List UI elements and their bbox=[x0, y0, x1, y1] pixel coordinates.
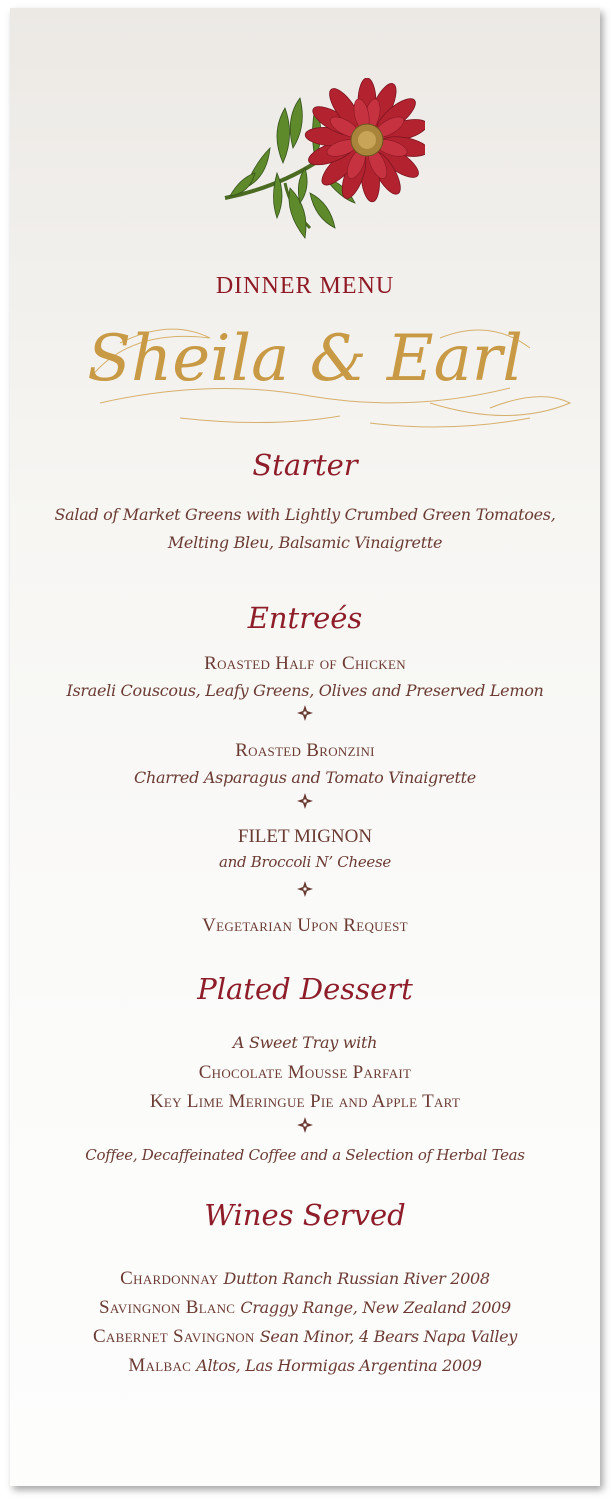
diamond-separator-icon bbox=[297, 793, 313, 809]
wine-line bbox=[10, 1355, 600, 1377]
section-title-dessert: Plated Dessert bbox=[197, 972, 413, 1006]
wine-varietal: Chardonnay bbox=[120, 1268, 219, 1289]
wine-detail: Craggy Range, New Zealand 2009 bbox=[240, 1298, 511, 1317]
section-title-starter: Starter bbox=[252, 448, 358, 482]
section-title-wines: Wines Served bbox=[204, 1198, 406, 1232]
wine-detail: Altos, Las Hormigas Argentina 2009 bbox=[196, 1356, 482, 1375]
section-title-entrees: Entreés bbox=[247, 601, 363, 635]
vegetarian-note: Vegetarian Upon Request bbox=[202, 915, 408, 936]
wine-varietal: Savingnon Blanc bbox=[99, 1297, 236, 1318]
wine-line bbox=[10, 1268, 600, 1290]
couple-names: Sheila & Earl bbox=[87, 322, 523, 396]
diamond-separator-icon bbox=[297, 705, 313, 721]
wine-line bbox=[10, 1297, 600, 1319]
dessert-item: Key Lime Meringue Pie and Apple Tart bbox=[149, 1091, 461, 1112]
wine-line bbox=[10, 1326, 600, 1348]
wine-varietal: Malbac bbox=[128, 1355, 192, 1376]
wine-detail: Dutton Ranch Russian River 2008 bbox=[223, 1269, 490, 1288]
entree-name: Roasted Bronzini bbox=[235, 740, 375, 761]
menu-label: DINNER MENU bbox=[215, 273, 395, 299]
dessert-intro: A Sweet Tray with bbox=[232, 1033, 378, 1052]
entree-name: FILET MIGNON bbox=[237, 826, 373, 847]
wine-detail: Sean Minor, 4 Bears Napa Valley bbox=[259, 1327, 518, 1346]
starter-line: Salad of Market Greens with Lightly Crumbed Green Tomatoes, bbox=[54, 505, 556, 524]
entree-description: Charred Asparagus and Tomato Vinaigrette bbox=[134, 768, 476, 787]
coffee-line: Coffee, Decaffeinated Coffee and a Selection of Herbal Teas bbox=[85, 1146, 525, 1164]
wine-varietal: Cabernet Savingnon bbox=[92, 1326, 255, 1347]
diamond-separator-icon bbox=[297, 881, 313, 897]
menu-card bbox=[10, 8, 600, 1486]
dessert-item: Chocolate Mousse Parfait bbox=[198, 1062, 412, 1083]
diamond-separator-icon bbox=[297, 1117, 313, 1133]
entree-name: Roasted Half of Chicken bbox=[204, 653, 406, 674]
flower-illustration bbox=[215, 78, 425, 248]
couple-names-block bbox=[10, 308, 600, 438]
entree-description: Israeli Couscous, Leafy Greens, Olives and Preserved Lemon bbox=[66, 681, 544, 700]
starter-line: Melting Bleu, Balsamic Vinaigrette bbox=[167, 533, 443, 552]
entree-description: and Broccoli N’ Cheese bbox=[219, 853, 391, 871]
